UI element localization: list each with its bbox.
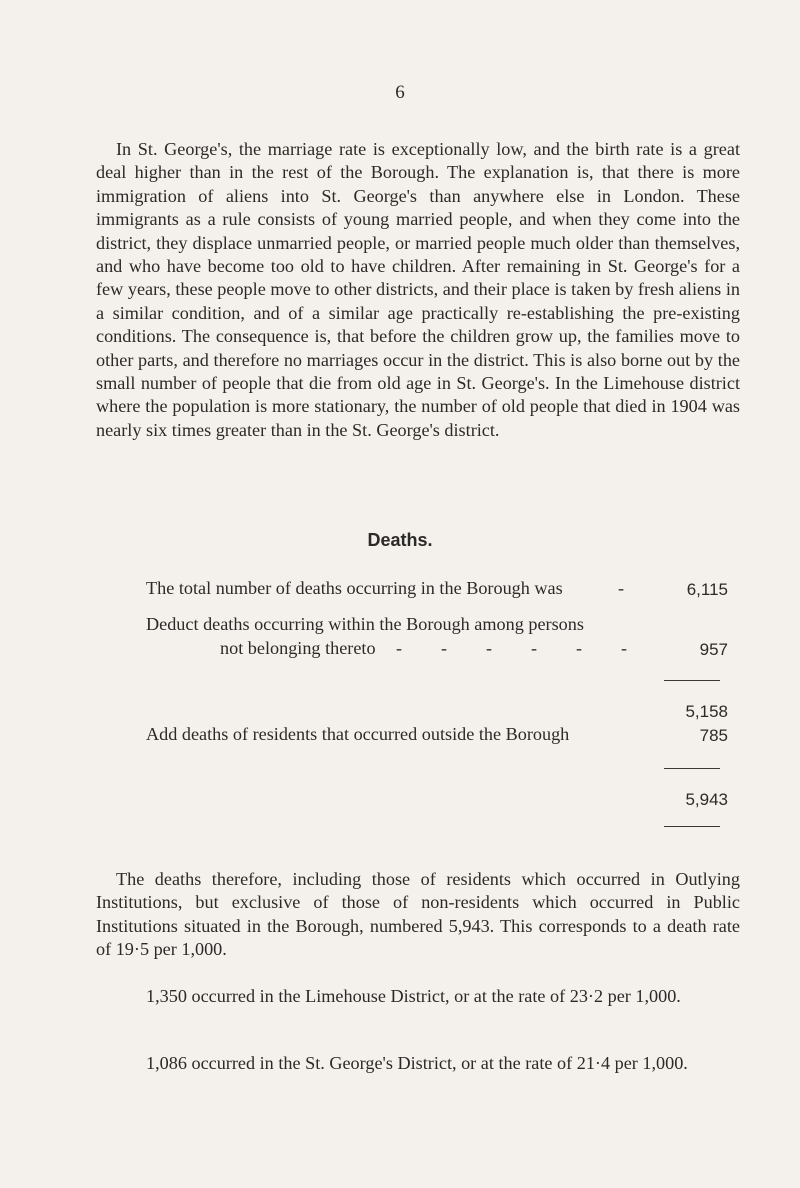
- deduct-value: 957: [699, 640, 728, 659]
- add-value: 785: [699, 726, 728, 745]
- total-value: 6,115: [686, 580, 728, 599]
- stat-limehouse: 1,350 occurred in the Limehouse District, or at the rate of 23·2 per 1,000.: [146, 986, 681, 1006]
- total-dash: -: [618, 578, 625, 598]
- closing-paragraph: The deaths therefore, including those of residents which occurred in Outlying Institutions, but exclusive of those of non-residents which occurred in Public Institutions situated in the Borough, numbered 5,943. This corresponds to a death rate of 19·5 per 1,000.: [96, 869, 740, 960]
- deduct-label-line-2: not belonging thereto: [220, 638, 376, 658]
- section-heading: Deaths.: [367, 530, 433, 550]
- stat-st-georges: 1,086 occurred in the St. George's District, or at the rate of 21·4 per 1,000.: [146, 1053, 688, 1073]
- final-value: 5,943: [685, 790, 728, 809]
- subtotal-value: 5,158: [685, 702, 728, 721]
- intro-paragraph: In St. George's, the marriage rate is exceptionally low, and the birth rate is a great deal higher than in the rest of the Borough. The explanation is, that there is more immigration of aliens into St. George's than anywhere else in London. These immigrants as a rule consists of young married people, and when they come into the district, they displace unmarried people, or married people much older than themselves, and who have become too old to have children. After remaining in St. George's for a few years, these people move to other districts, and their place is taken by fresh aliens in a similar condition, and of a similar age practically re-establishing the pre-existing conditions. The consequence is, that before the children grow up, the families move to other parts, and therefore no marriages occur in the district. This is also borne out by the small number of people that die from old age in St. George's. In the Limehouse district where the population is more stationary, the number of old people that died in 1904 was nearly six times greater than in the St. George's district.: [96, 139, 740, 440]
- sum-rule-2: [664, 768, 720, 769]
- deduct-label-line-1: Deduct deaths occurring within the Borough among persons: [146, 614, 584, 634]
- total-label: The total number of deaths occurring in the Borough was: [146, 578, 563, 598]
- add-label: Add deaths of residents that occurred outside the Borough: [146, 724, 570, 744]
- sum-rule-1: [664, 680, 720, 681]
- sum-rule-3: [664, 826, 720, 827]
- page-number: 6: [395, 82, 405, 103]
